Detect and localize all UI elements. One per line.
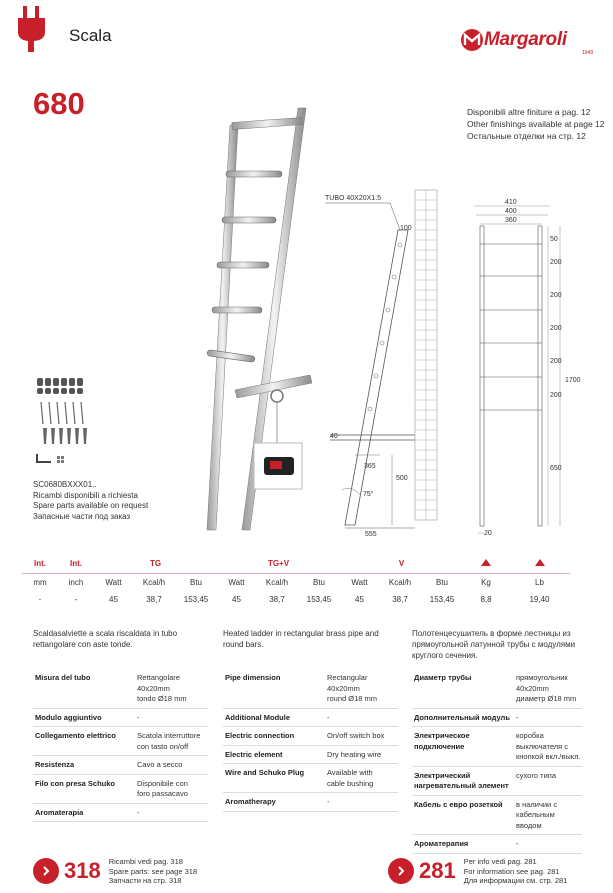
property-row — [223, 764, 398, 793]
spare-parts-note — [33, 480, 148, 522]
property-label: Electric connection — [225, 731, 295, 740]
ladder-photo — [180, 105, 320, 535]
footer-left[interactable] — [33, 857, 197, 886]
hdr-tg: TG — [94, 553, 217, 574]
unit-cell: Btu — [435, 578, 448, 587]
side-view-drawing — [320, 185, 445, 540]
finishings-en: Other finishings available at page 12 — [467, 119, 605, 129]
property-label: Pipe dimension — [225, 673, 281, 682]
dim-200-4: 200 — [550, 358, 562, 365]
props-ru — [412, 669, 582, 854]
spec-units-row — [22, 574, 570, 592]
arrow-right-icon[interactable] — [33, 858, 59, 884]
property-label: Resistenza — [35, 760, 75, 769]
footer-line: Для информации см. стр. 281 — [463, 876, 568, 885]
property-label: Wire and Schuko Plug — [225, 768, 305, 777]
value-cell: - — [74, 595, 78, 604]
front-view-drawing — [460, 188, 585, 538]
unit-cell: mm — [33, 578, 47, 587]
unit-cell: Btu — [189, 578, 202, 587]
hdr-int-mm: Int. — [22, 553, 58, 574]
property-label: Filo con presa Schuko — [35, 778, 116, 788]
dim-50: 50 — [550, 236, 558, 243]
footer-line: Ricambi vedi pag. 318 — [108, 857, 183, 866]
description-ru: Полотенцесушитель в форме лестницы из прямоугольной латунной трубы с модулями круглого сечения. — [412, 629, 576, 660]
property-row — [223, 746, 398, 765]
value-cell: 45 — [232, 595, 241, 604]
value-cell: 38,7 — [392, 595, 408, 604]
unit-cell: inch — [68, 578, 84, 587]
property-value: сухого типа — [516, 770, 557, 780]
property-row — [223, 793, 398, 812]
property-row — [412, 709, 582, 728]
hdr-weight-kg — [463, 553, 509, 574]
value-cell: 38,7 — [146, 595, 162, 604]
footer-line: Per info vedi pag. 281 — [463, 857, 537, 866]
property-label: Collegamento elettrico — [35, 731, 116, 740]
footer-line: Spare parts: see page 318 — [108, 866, 198, 876]
description-en: Heated ladder in rectangular brass pipe and round bars. — [223, 629, 379, 649]
dim-410: 410 — [505, 199, 517, 206]
arrow-right-icon[interactable] — [388, 858, 414, 884]
property-row — [33, 709, 208, 728]
property-row — [223, 727, 398, 746]
column-russian — [412, 628, 582, 854]
dim-650: 650 — [550, 465, 562, 472]
property-value: Rectangular 40x20mm round Ø18 mm — [327, 673, 378, 703]
dim-200-1: 200 — [550, 259, 562, 266]
property-value: Rettangolare 40x20mm tondo Ø18 mm — [137, 673, 187, 703]
property-label: Электрическое подключение — [414, 731, 470, 751]
dim-angle: 75° — [363, 491, 374, 498]
property-value: прямоугольник 40x20mm диаметр Ø18 mm — [516, 673, 577, 703]
footer-line: For information see pag. 281 — [463, 866, 560, 876]
unit-cell: Kcal/h — [265, 578, 289, 587]
value-cell: 8,8 — [480, 595, 492, 604]
unit-cell: Lb — [535, 578, 544, 587]
property-value: Cavo a secco — [137, 760, 183, 769]
property-row — [33, 727, 208, 756]
spec-values-row — [22, 591, 570, 608]
property-label: Misura del tubo — [35, 673, 91, 682]
property-value: Available with cable bushing — [327, 768, 374, 788]
property-row — [223, 669, 398, 709]
footer-left-text — [109, 857, 197, 886]
model-number: 680 — [33, 86, 85, 121]
property-row — [33, 804, 208, 823]
property-row — [412, 796, 582, 836]
brand-logo — [460, 28, 594, 56]
logo-text: Margaroli — [484, 29, 567, 50]
dim-365: 365 — [364, 463, 376, 470]
property-value: - — [516, 712, 519, 722]
finishings-it: Disponibili altre finiture a pag. 12 — [467, 107, 591, 117]
unit-cell: Watt — [351, 578, 368, 587]
plug-icon — [12, 4, 52, 52]
property-value: - — [327, 797, 330, 806]
footer-page-num[interactable]: 281 — [419, 858, 456, 884]
weight-icon — [481, 559, 491, 566]
finishings-note — [467, 106, 605, 142]
property-value: коробка выключателя с кнопкой вкл./выкл. — [516, 731, 581, 761]
property-value: - — [137, 712, 140, 722]
footer-right[interactable] — [388, 857, 567, 886]
footer-page-num[interactable]: 318 — [64, 858, 101, 884]
logo-mark-icon — [460, 28, 484, 52]
logo-year: 1949 — [582, 50, 594, 56]
tube-label: TUBO 40X20X1.5 — [325, 195, 382, 202]
property-label: Аромaтерапия — [414, 839, 469, 848]
value-cell: 19,40 — [529, 595, 550, 604]
spare-en: Spare parts available on request — [33, 501, 149, 510]
dim-1700: 1700 — [565, 377, 581, 384]
value-cell: - — [38, 595, 42, 604]
property-row — [412, 767, 582, 796]
property-row — [412, 727, 582, 767]
property-label: Диаметр трубы — [414, 673, 472, 682]
property-value: Scatola interruttore con tasto on/off — [137, 731, 201, 751]
unit-cell: Kcal/h — [142, 578, 166, 587]
spare-ru: Запасные части под заказ — [33, 511, 131, 521]
hdr-tg-v: TG+V — [217, 553, 340, 574]
property-value: On/off switch box — [327, 731, 385, 740]
weight-icon — [535, 559, 545, 566]
unit-cell: Btu — [312, 578, 325, 587]
finishings-ru: Остальные отделки на стр. 12 — [467, 131, 586, 141]
spare-code: SC0680BXXX01.. — [33, 480, 97, 489]
spare-it: Ricambi disponibili a richiesta — [33, 490, 138, 500]
dim-200-2: 200 — [550, 292, 562, 299]
dim-555: 555 — [365, 531, 377, 538]
footer-right-text — [464, 857, 568, 886]
props-en — [223, 669, 398, 812]
property-label: Modulo aggiuntivo — [35, 712, 102, 722]
hdr-int-inch: Int. — [58, 553, 94, 574]
dim-20: 20 — [484, 530, 492, 537]
hdr-weight-lb — [509, 553, 570, 574]
property-row — [412, 835, 582, 854]
property-label: Electric element — [225, 749, 283, 759]
property-label: Дополнительный модуль — [414, 712, 510, 722]
unit-cell: Watt — [105, 578, 122, 587]
property-value: Disponibile con foro passacavo — [137, 778, 188, 798]
property-label: Aromatherapy — [225, 797, 276, 806]
spec-header-row — [22, 553, 570, 574]
property-label: Электрический нагревательный элемент — [414, 770, 509, 790]
unit-cell: Kcal/h — [388, 578, 412, 587]
page-title: Scala — [69, 26, 112, 45]
column-english — [223, 628, 398, 812]
value-cell: 153,45 — [183, 595, 209, 604]
property-label: Кабель с евро розеткой — [414, 799, 503, 809]
description-it: Scaldasalviette a scala riscaldata in tubo rettangolare con aste tonde. — [33, 629, 178, 649]
property-value: - — [327, 712, 330, 722]
accessories-kit-icon — [33, 372, 93, 467]
property-row — [412, 669, 582, 709]
value-cell: 45 — [109, 595, 118, 604]
property-row — [33, 669, 208, 709]
property-value: Dry heating wire — [327, 749, 382, 759]
dim-500: 500 — [396, 475, 408, 482]
property-row — [33, 775, 208, 804]
spec-table — [22, 553, 570, 608]
dim-40: 40 — [330, 433, 338, 440]
property-label: Additional Module — [225, 712, 290, 722]
property-row — [33, 756, 208, 775]
dim-100: 100 — [400, 225, 412, 232]
value-cell: 153,45 — [306, 595, 332, 604]
props-it — [33, 669, 208, 822]
footer-line: Запчасти на стр. 318 — [108, 876, 182, 885]
hdr-v: V — [340, 553, 463, 574]
value-cell: 38,7 — [269, 595, 285, 604]
dim-200-5: 200 — [550, 392, 562, 399]
column-italian — [33, 628, 208, 822]
dim-200-3: 200 — [550, 325, 562, 332]
value-cell: 45 — [355, 595, 364, 604]
property-label: Aromaterapia — [35, 807, 84, 817]
property-row — [223, 709, 398, 728]
property-value: в наличии с кабельным вводом — [516, 799, 558, 830]
property-value: - — [137, 807, 140, 817]
value-cell: 153,45 — [429, 595, 455, 604]
unit-cell: Watt — [228, 578, 245, 587]
property-value: - — [516, 839, 519, 848]
dim-360: 360 — [505, 217, 517, 224]
unit-cell: Kg — [481, 578, 491, 587]
dim-400: 400 — [505, 208, 517, 215]
